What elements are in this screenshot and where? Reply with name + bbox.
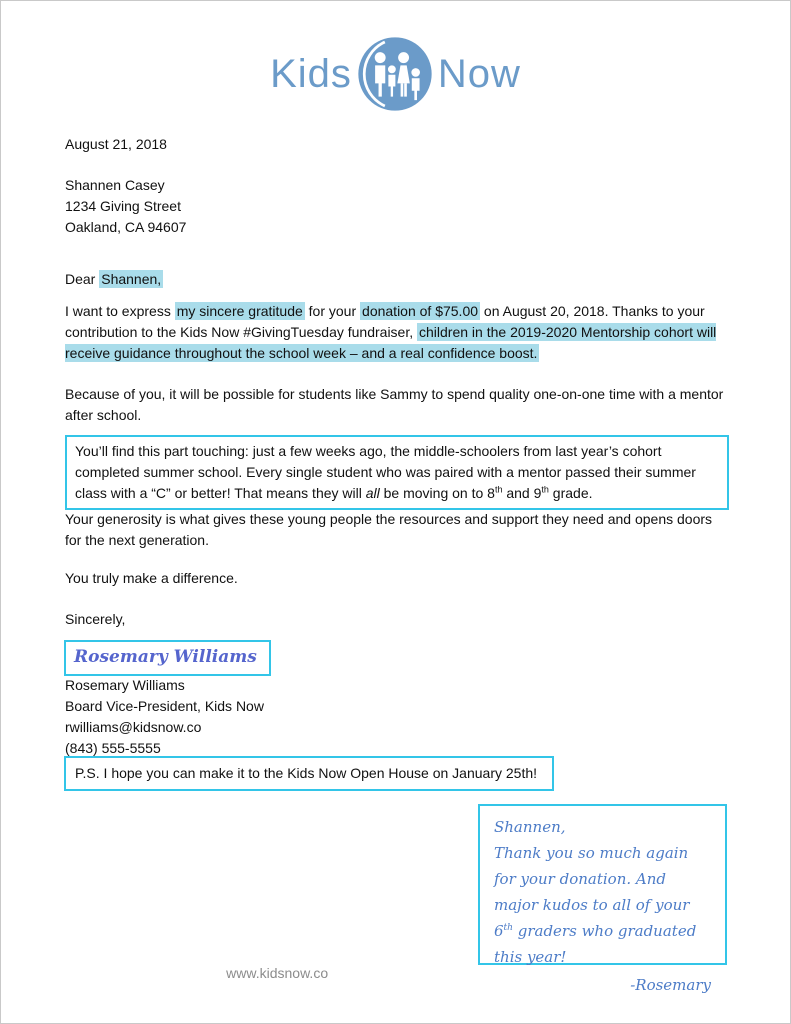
note-text: graders who graduated this year! <box>494 922 697 966</box>
footer-url: www.kidsnow.co <box>226 965 329 981</box>
boxed-italic-all: all <box>365 485 380 501</box>
highlight-donation: donation of $75.00 <box>362 303 479 319</box>
sender-title: Board Vice-President, Kids Now <box>65 698 264 714</box>
recipient-address <box>65 175 729 238</box>
boxed-text: be moving on to 8 <box>379 485 495 501</box>
logo-text-kids: Kids <box>270 51 352 96</box>
recipient-street: 1234 Giving Street <box>65 198 181 214</box>
note-text: Thank you so much again for your donation. And major kudos to all of your 6 <box>494 844 690 940</box>
note-body <box>494 840 711 970</box>
ps-text: P.S. I hope you can make it to the Kids Now Open House on January 25th! <box>75 765 538 781</box>
recipient-city: Oakland, CA 94607 <box>65 219 187 235</box>
superscript-th: th <box>494 484 503 495</box>
note-signoff: -Rosemary <box>630 976 711 994</box>
para1-text: for your <box>304 303 361 319</box>
salutation-name-highlight: Shannen, <box>101 271 162 287</box>
superscript-th: th <box>541 484 549 495</box>
superscript-th: th <box>503 923 513 933</box>
letter-date: August 21, 2018 <box>65 136 167 152</box>
salutation <box>65 269 729 290</box>
kidsnow-logo <box>1 35 790 113</box>
boxed-text: and 9 <box>502 485 542 501</box>
note-greeting: Shannen, <box>494 818 566 836</box>
boxed-text: You’ll find this part touching: just a few weeks ago, the middle-schoolers from last year’s cohort completed summer school. Every single student who was paired with a mentor passed their summer class with a “C” or better! That means they will <box>75 443 696 501</box>
handwritten-note-box <box>478 804 727 994</box>
sender-email: rwilliams@kidsnow.co <box>65 719 202 735</box>
signature-script: Rosemary Williams <box>74 647 257 667</box>
recipient-name: Shannen Casey <box>65 177 165 193</box>
highlight-gratitude: my sincere gratitude <box>176 303 303 319</box>
boxed-text: grade. <box>548 485 593 501</box>
sender-name: Rosemary Williams <box>65 677 185 693</box>
sender-block <box>65 675 729 759</box>
para1-text: I want to express <box>65 303 175 319</box>
sender-phone: (843) 555-5555 <box>65 740 161 756</box>
paragraph-generosity: Your generosity is what gives these young people the resources and support they need and opens doors for the next generation. <box>65 511 713 548</box>
highlight-mentorship: children in the 2019-2020 Mentorship cohort will receive guidance throughout the school week – and a real confidence boost. <box>65 324 717 361</box>
paragraph-gratitude <box>65 301 729 364</box>
ps-line-box <box>64 756 554 791</box>
logo-text-now: Now <box>437 51 521 96</box>
paragraph-difference: You truly make a difference. <box>65 570 238 586</box>
closing-sincerely: Sincerely, <box>65 611 126 627</box>
boxed-paragraph-touching <box>65 435 729 510</box>
signature-script-box <box>64 640 271 676</box>
paragraph-because: Because of you, it will be possible for students like Sammy to spend quality one-on-one time with a mentor after school. <box>65 386 724 423</box>
para1-text: on August 20, 2018. Thanks to your contribution to the Kids Now #GivingTuesday fundraiser, <box>65 303 705 340</box>
family-circle-icon <box>356 35 434 113</box>
salutation-prefix: Dear <box>65 271 100 287</box>
